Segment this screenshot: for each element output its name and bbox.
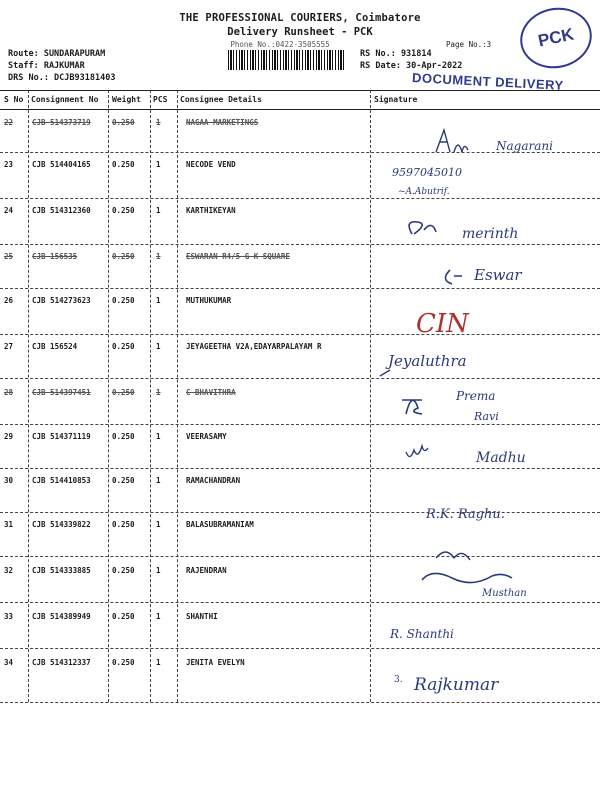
row-sno: 22 [4, 118, 14, 127]
col-signature: Signature [374, 95, 418, 104]
row-pcs: 1 [156, 612, 161, 621]
row-pcs: 1 [156, 206, 161, 215]
row-consignment-number: CJB 514339822 [32, 520, 91, 529]
signature-image [376, 342, 596, 382]
row-consignee-details: ESWARAN R4/5 G K SQUARE [186, 252, 290, 261]
row-weight: 0.250 [112, 160, 135, 169]
row-consignment-number: CJB 514371119 [32, 432, 91, 441]
phone-number: Phone No.:0422-3505555 [230, 40, 330, 49]
signature-row-32 [376, 566, 596, 600]
rs-number: RS No.: 931814 [360, 49, 432, 59]
signature-row-27 [376, 342, 596, 382]
row-sno: 24 [4, 206, 14, 215]
row-pcs: 1 [156, 388, 161, 397]
signature-image [376, 384, 596, 424]
svg-text:Musthan: Musthan [482, 588, 527, 599]
row-pcs: 1 [156, 252, 161, 261]
row-weight: 0.250 [112, 252, 135, 261]
row-consignee-details: VEERASAMY [186, 432, 227, 441]
runsheet-subtitle: Delivery Runsheet - PCK [227, 26, 373, 38]
signature-row-28 [376, 384, 596, 424]
route-label: Route: SUNDARAPURAM [8, 49, 106, 59]
document-delivery-stamp: DOCUMENT DELIVERY [411, 70, 565, 93]
svg-text:R. Shanthi: R. Shanthi [390, 627, 454, 641]
svg-text:merinth: merinth [462, 226, 519, 242]
signature-row-30 [376, 496, 596, 526]
row-pcs: 1 [156, 160, 161, 169]
row-weight: 0.250 [112, 388, 135, 397]
row-weight: 0.250 [112, 296, 135, 305]
row-consignee-details: BALASUBRAMANIAM [186, 520, 254, 529]
signature-image [376, 664, 596, 698]
svg-text:Jeyaluthra: Jeyaluthra [388, 352, 467, 370]
row-consignment-number: CJB 514397451 [32, 388, 91, 397]
row-separator [0, 602, 600, 603]
company-title: THE PROFESSIONAL COURIERS, Coimbatore [179, 12, 421, 24]
row-consignment-number: CJB 514312337 [32, 658, 91, 667]
signature-row-29 [376, 432, 596, 472]
row-weight: 0.250 [112, 118, 135, 127]
svg-text:9597045010: 9597045010 [392, 166, 462, 179]
drs-number: DRS No.: DCJB93181403 [8, 73, 116, 83]
row-weight: 0.250 [112, 206, 135, 215]
row-consignee-details: NECODE VEND [186, 160, 236, 169]
row-sno: 23 [4, 160, 14, 169]
col-sno: S No [4, 95, 24, 104]
row-consignment-number: CJB 514410853 [32, 476, 91, 485]
signature-image [376, 432, 596, 472]
row-sno: 30 [4, 476, 14, 485]
signature-image [376, 208, 596, 248]
row-pcs: 1 [156, 476, 161, 485]
row-pcs: 1 [156, 342, 161, 351]
row-consignee-details: JENITA EVELYN [186, 658, 245, 667]
signature-image [376, 160, 596, 200]
rs-date: RS Date: 30-Apr-2022 [360, 61, 463, 71]
svg-text:~A.Abutrif.: ~A.Abutrif. [398, 187, 450, 197]
column-divider [108, 90, 109, 702]
row-sno: 33 [4, 612, 14, 621]
svg-text:Rajkumar: Rajkumar [414, 675, 499, 695]
signature-image [376, 618, 596, 648]
row-consignee-details: NAGAA MARKETINGS [186, 118, 259, 127]
row-consignment-number: CJB 514404165 [32, 160, 91, 169]
signature-row-34 [376, 664, 596, 698]
svg-text:CIN: CIN [416, 309, 469, 339]
pck-stamp: PCK [515, 1, 598, 75]
signature-row-31 [376, 540, 596, 566]
row-sno: 29 [4, 432, 14, 441]
svg-text:Ravi: Ravi [474, 410, 499, 423]
signature-image [376, 250, 596, 290]
row-pcs: 1 [156, 118, 161, 127]
row-sno: 31 [4, 520, 14, 529]
row-sno: 28 [4, 388, 14, 397]
row-consignment-number: CJB 514273623 [32, 296, 91, 305]
column-divider [28, 90, 29, 702]
row-weight: 0.250 [112, 476, 135, 485]
row-consignee-details: KARTHIKEYAN [186, 206, 236, 215]
signature-row-33 [376, 618, 596, 648]
svg-text:R.K. Raghu.: R.K. Raghu. [426, 507, 505, 522]
col-pcs: PCS [153, 95, 168, 104]
row-sno: 26 [4, 296, 14, 305]
signature-image [376, 122, 596, 162]
row-consignment-number: CJB 156535 [32, 252, 78, 261]
row-consignee-details: RAJENDRAN [186, 566, 227, 575]
signature-image [376, 540, 596, 566]
signature-row-24 [376, 208, 596, 248]
row-consignee-details: JEYAGEETHA V2A,EDAYARPALAYAM R [186, 342, 322, 351]
row-weight: 0.250 [112, 520, 135, 529]
signature-image [376, 566, 596, 600]
row-pcs: 1 [156, 658, 161, 667]
row-sno: 32 [4, 566, 14, 575]
signature-row-22 [376, 122, 596, 162]
svg-text:Nagarani: Nagarani [496, 139, 553, 153]
table-header [0, 90, 600, 110]
row-consignee-details: RAMACHANDRAN [186, 476, 241, 485]
row-consignment-number: CJB 514373719 [32, 118, 91, 127]
signature-row-25 [376, 250, 596, 290]
row-weight: 0.250 [112, 566, 135, 575]
row-pcs: 1 [156, 520, 161, 529]
signature-image [376, 298, 596, 338]
row-consignment-number: CJB 514389949 [32, 612, 91, 621]
row-sno: 25 [4, 252, 14, 261]
row-consignment-number: CJB 514333885 [32, 566, 91, 575]
column-divider [370, 90, 371, 702]
row-consignment-number: CJB 514312360 [32, 206, 91, 215]
col-weight: Weight [112, 95, 141, 104]
signature-image [376, 496, 596, 526]
signature-row-23 [376, 160, 596, 200]
row-weight: 0.250 [112, 432, 135, 441]
row-consignment-number: CJB 156524 [32, 342, 78, 351]
row-separator [0, 424, 600, 425]
col-consignee: Consignee Details [180, 95, 262, 104]
row-weight: 0.250 [112, 342, 135, 351]
staff-label: Staff: RAJKUMAR [8, 61, 85, 71]
svg-text:Eswar: Eswar [474, 266, 522, 284]
row-weight: 0.250 [112, 612, 135, 621]
row-consignee-details: SHANTHI [186, 612, 218, 621]
svg-text:3.: 3. [394, 675, 403, 685]
row-pcs: 1 [156, 566, 161, 575]
column-divider [177, 90, 178, 702]
page-number: Page No.:3 [446, 40, 492, 49]
row-consignee-details: MUTHUKUMAR [186, 296, 232, 305]
row-pcs: 1 [156, 432, 161, 441]
barcode [228, 50, 346, 70]
row-sno: 34 [4, 658, 14, 667]
row-pcs: 1 [156, 296, 161, 305]
row-sno: 27 [4, 342, 14, 351]
row-separator [0, 648, 600, 649]
svg-text:Madhu: Madhu [476, 450, 526, 466]
svg-text:Prema: Prema [456, 389, 496, 403]
col-consignment: Consignment No [31, 95, 99, 104]
signature-row-26 [376, 298, 596, 338]
row-weight: 0.250 [112, 658, 135, 667]
row-consignee-details: C BHAVITHRA [186, 388, 236, 397]
row-separator [0, 702, 600, 703]
column-divider [150, 90, 151, 702]
